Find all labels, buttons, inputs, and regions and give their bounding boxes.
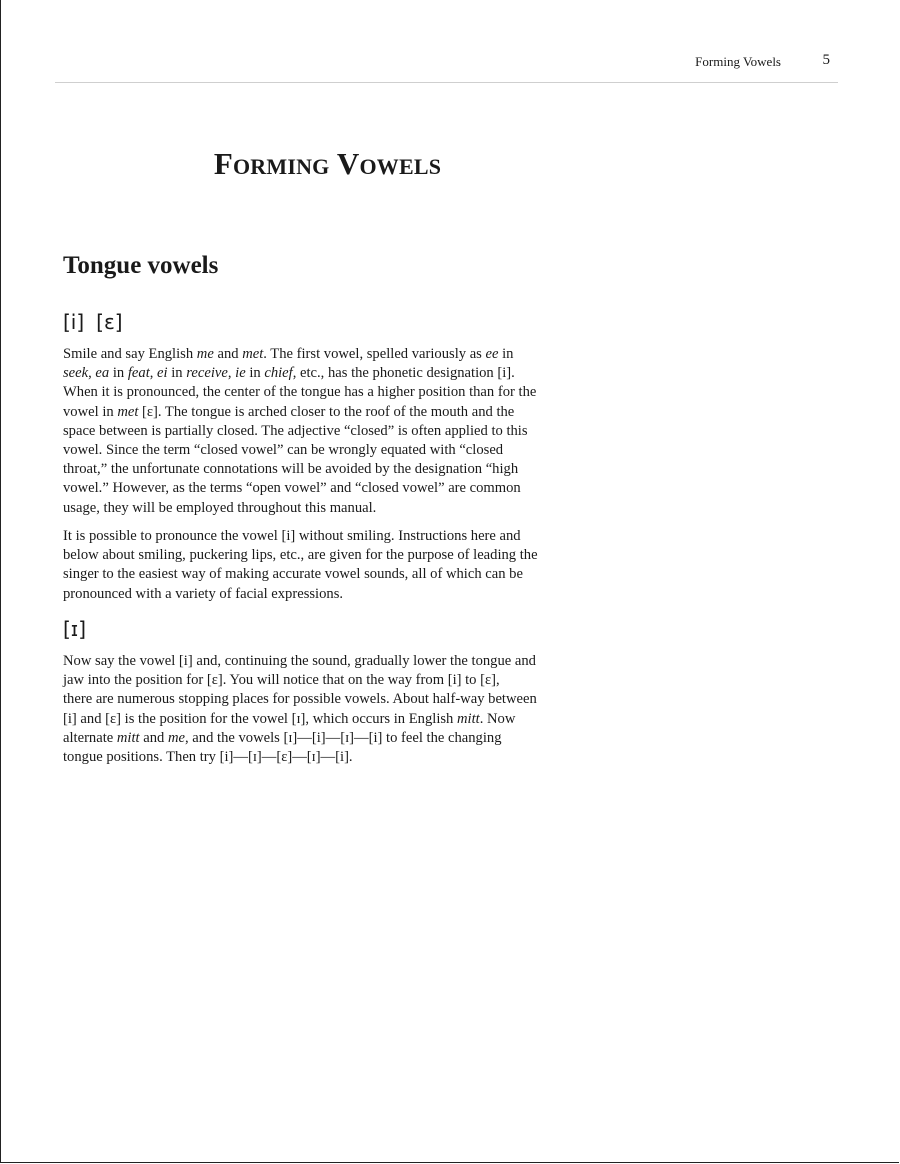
text-run: vowel.” However, as the terms “open vowel” and “closed vowel” are common <box>63 480 521 497</box>
text-line <box>63 527 593 546</box>
italic-word: receive <box>186 365 228 382</box>
text-line <box>63 364 593 383</box>
section-heading: Tongue vowels <box>63 252 219 279</box>
text-line <box>63 546 593 565</box>
chapter-title <box>0 146 655 182</box>
text-line <box>63 748 593 767</box>
vowel-symbol-epsilon: [ɛ] <box>96 310 123 334</box>
italic-word: mitt <box>457 710 480 727</box>
vowel-symbol-heading-i-e <box>63 310 123 334</box>
text-line <box>63 383 593 402</box>
text-run: [ɛ]. The tongue is arched closer to the roof of the mouth and the <box>138 403 515 420</box>
chapter-title-initial-v: V <box>336 146 360 181</box>
italic-word: ea <box>95 365 110 382</box>
italic-word: me <box>167 729 185 746</box>
text-run: pronounced with a variety of facial expressions. <box>63 585 344 602</box>
italic-word: met <box>117 403 139 420</box>
text-line <box>63 345 593 364</box>
text-line <box>63 710 593 729</box>
text-run: usage, they will be employed throughout this manual. <box>63 499 377 516</box>
chapter-title-initial-f: F <box>213 146 233 181</box>
text-run: in <box>109 365 128 382</box>
italic-word: ei <box>157 365 168 382</box>
text-run: , etc., has the phonetic designation [i]. <box>292 365 515 382</box>
text-run: vowel in <box>63 403 118 420</box>
italic-word: me <box>196 346 214 362</box>
text-run: , and the vowels [ɪ]—[i]—[ɪ]—[i] to feel the changing <box>185 729 502 746</box>
text-run: . Now <box>479 710 516 727</box>
text-run: , <box>149 365 158 382</box>
text-line <box>63 652 593 671</box>
chapter-title-rest-2: OWELS <box>359 154 442 179</box>
text-run: vowel. Since the term “closed vowel” can be wrongly equated with “closed <box>63 442 504 459</box>
text-run: in <box>245 365 265 382</box>
text-line <box>63 460 593 479</box>
text-run: space between is partially closed. The adjective “closed” is often applied to this <box>63 422 528 439</box>
text-run: alternate <box>63 729 117 746</box>
italic-word: seek <box>63 365 89 382</box>
page-number: 5 <box>822 52 830 68</box>
text-run: [i] and [ɛ] is the position for the vowel [ɪ], which occurs in English <box>63 710 457 727</box>
text-run: and <box>139 729 168 746</box>
text-run: , <box>88 365 96 382</box>
text-run: . The first vowel, spelled variously as <box>263 346 486 362</box>
paragraph-i-e-1 <box>63 345 593 518</box>
text-run: there are numerous stopping places for possible vowels. About half-way between <box>63 691 537 708</box>
text-line <box>63 585 593 604</box>
paragraph-small-i <box>63 652 593 767</box>
italic-word: mitt <box>116 729 140 746</box>
text-line <box>63 422 593 441</box>
text-run: tongue positions. Then try [i]—[ɪ]—[ɛ]—[ɪ]—[i]. <box>63 749 353 766</box>
italic-word: ee <box>485 346 499 362</box>
text-run: below about smiling, puckering lips, etc., are given for the purpose of leading the <box>63 547 538 564</box>
text-run: singer to the easiest way of making accurate vowel sounds, all of which can be <box>63 566 523 583</box>
italic-word: feat <box>127 365 150 382</box>
italic-word: ie <box>235 365 246 382</box>
vowel-symbol-i: [i] <box>63 310 85 334</box>
text-run: jaw into the position for [ɛ]. You will notice that on the way from [i] to [ɛ], <box>63 672 500 689</box>
running-header <box>55 54 838 83</box>
text-run: throat,” the unfortunate connotations will be avoided by the designation “high <box>63 461 519 478</box>
text-line <box>63 441 593 460</box>
italic-word: met <box>242 346 264 362</box>
text-line <box>63 729 593 748</box>
paragraph-i-e-2 <box>63 527 593 604</box>
italic-word: chief <box>264 365 293 382</box>
text-line <box>63 479 593 498</box>
text-line <box>63 403 593 422</box>
vowel-symbol-heading-small-i: [ɪ] <box>63 617 87 641</box>
text-line <box>63 499 593 518</box>
text-run: in <box>167 365 187 382</box>
text-run: It is possible to pronounce the vowel [i] without smiling. Instructions here and <box>63 528 521 544</box>
chapter-title-rest-1: ORMING <box>232 154 330 179</box>
text-line <box>63 671 593 690</box>
text-run: in <box>498 346 514 362</box>
text-run: When it is pronounced, the center of the tongue has a higher position than for the <box>63 384 537 401</box>
running-title: Forming Vowels <box>695 54 781 69</box>
text-run: , <box>227 365 236 382</box>
text-run: and <box>213 346 243 362</box>
text-run: Smile and say English <box>63 346 197 362</box>
text-run: Now say the vowel [i] and, continuing the sound, gradually lower the tongue and <box>63 653 536 669</box>
text-line <box>63 690 593 709</box>
text-line <box>63 565 593 584</box>
